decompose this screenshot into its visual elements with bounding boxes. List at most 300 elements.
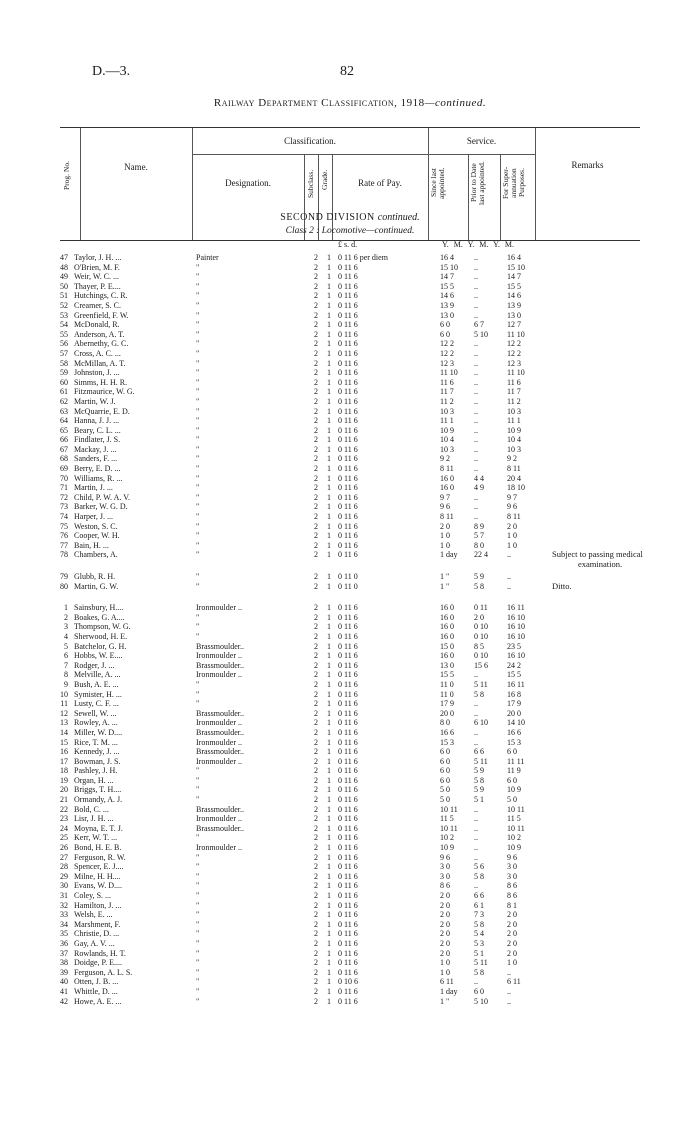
name-cell: Sanders, F. ... [74,454,118,464]
prog-no-cell: 78 [60,550,68,560]
since-last-cell: 1 " [440,996,450,1006]
superannuation-cell: .. [507,550,511,560]
grade-cell: 1 [327,396,331,406]
subclass-cell: 2 [314,958,318,968]
rate-of-pay-cell: 0 11 6 [338,910,358,920]
table-row [0,407,700,417]
table-row [0,445,700,455]
table-row [0,549,700,569]
table-row [0,939,700,949]
superannuation-cell: 16 4 [507,253,521,262]
prog-no-cell: 48 [60,262,68,272]
since-last-cell: 9 2 [440,454,450,464]
designation-cell: " [196,785,200,795]
table-row [0,483,700,493]
table-row [0,291,700,301]
subclass-cell: 2 [314,368,318,378]
prog-no-cell: 59 [60,368,68,378]
prog-no-cell: 1 [64,603,68,613]
superannuation-cell: 1 0 [507,958,517,968]
subclass-cell: 2 [314,727,318,737]
rate-of-pay-cell: 0 11 0 [338,581,358,591]
table-row [0,320,700,330]
grade-cell: 1 [327,492,331,502]
subclass-cell: 2 [314,718,318,728]
name-cell: Hutchings, C. R. [74,291,128,301]
prog-no-cell: 17 [60,756,68,766]
name-cell: Martin, J. ... [74,483,113,493]
since-last-cell: 1 " [440,581,450,591]
prog-no-cell: 68 [60,454,68,464]
prog-no-cell: 70 [60,473,68,483]
grade-cell: 1 [327,785,331,795]
prior-to-cell: 6 0 [474,986,484,996]
rate-of-pay-cell: 0 11 6 [338,938,358,948]
table-row [0,853,700,863]
name-cell: McMillan, A. T. [74,358,126,368]
name-cell: Martin, G. W. [74,581,119,591]
prior-to-cell: .. [474,291,478,301]
rate-of-pay-cell: 0 11 6 [338,512,358,522]
designation-cell: Brassmoulder.. [196,708,244,718]
table-row [0,531,700,541]
prior-to-cell: 8 5 [474,641,484,651]
name-cell: Pashley, J. H. [74,766,118,776]
designation-cell: " [196,531,200,541]
since-last-cell: 11 0 [440,689,454,699]
rate-of-pay-cell: 0 11 6 [338,377,358,387]
name-cell: Milne, H. H.... [74,871,121,881]
name-cell: Sewell, W. ... [74,708,117,718]
grade-cell: 1 [327,310,331,320]
designation-cell: " [196,881,200,891]
superannuation-cell: 18 10 [507,483,525,493]
table-row [0,613,700,623]
rate-of-pay-cell: 0 11 6 [338,948,358,958]
name-cell: Thompson, W. G. [74,622,131,632]
name-cell: Thayer, P. E.... [74,281,121,291]
subclass-cell: 2 [314,641,318,651]
prog-no-cell: 24 [60,823,68,833]
subclass-cell: 2 [314,425,318,435]
superannuation-cell: 12 2 [507,339,521,349]
pay-units: £ s. d. [338,240,358,249]
subclass-cell: 2 [314,483,318,493]
superannuation-cell: 11 9 [507,766,521,776]
since-last-cell: 13 0 [440,660,454,670]
grade-cell: 1 [327,996,331,1006]
grade-cell: 1 [327,291,331,301]
designation-cell: Brassmoulder.. [196,804,244,814]
since-last-cell: 6 0 [440,329,450,339]
prog-no-cell: 69 [60,464,68,474]
grade-cell: 1 [327,708,331,718]
designation-cell: " [196,900,200,910]
grade-cell: 1 [327,766,331,776]
since-last-cell: 15 3 [440,737,454,747]
name-cell: Johnston, J. ... [74,368,120,378]
table-row [0,378,700,388]
subclass-cell: 2 [314,396,318,406]
prog-no-cell: 26 [60,843,68,853]
rate-of-pay-cell: 0 11 6 [338,775,358,785]
subclass-cell: 2 [314,804,318,814]
rate-of-pay-cell: 0 11 6 [338,329,358,339]
remarks-cell: Ditto. [552,580,572,591]
prog-no-cell: 19 [60,775,68,785]
name-cell: Moyna, E. T. J. [74,823,123,833]
prog-no-cell: 23 [60,814,68,824]
superannuation-cell: 11 11 [507,756,525,766]
since-last-cell: 1 day [440,550,458,560]
prior-to-cell: .. [474,262,478,272]
designation-cell: Brassmoulder.. [196,823,244,833]
grade-cell: 1 [327,253,331,262]
superannuation-cell: 2 0 [507,929,517,939]
rate-of-pay-cell: 0 11 6 [338,272,358,282]
designation-cell: " [196,435,200,445]
since-last-cell: 2 0 [440,891,450,900]
subclass-cell: 2 [314,444,318,454]
superannuation-cell: 8 6 [507,881,517,891]
superannuation-cell: 13 0 [507,310,521,320]
prior-to-cell: .. [474,843,478,853]
prog-no-cell: 5 [64,641,68,651]
prog-no-cell: 41 [60,986,68,996]
subclass-cell: 2 [314,464,318,474]
superannuation-cell: 9 7 [507,492,517,502]
rate-of-pay-cell: 0 11 6 [338,814,358,824]
prog-no-cell: 61 [60,387,68,397]
since-last-cell: 13 9 [440,300,454,310]
superannuation-cell: 10 11 [507,823,525,833]
grade-cell: 1 [327,775,331,785]
superannuation-cell: .. [507,581,511,591]
prog-no-cell: 79 [60,572,68,581]
table-row [0,661,700,671]
grade-cell: 1 [327,377,331,387]
table-row [0,747,700,757]
rate-of-pay-cell: 0 11 6 [338,996,358,1006]
prog-no-cell: 40 [60,977,68,987]
since-last-cell: 6 11 [440,977,454,987]
designation-cell: " [196,396,200,406]
superannuation-cell: 2 0 [507,938,517,948]
prog-no-cell: 56 [60,339,68,349]
prior-to-cell: 4 4 [474,473,484,483]
name-cell: Cross, A. C. ... [74,348,121,358]
name-cell: Welsh, E. ... [74,910,113,920]
subclass-cell: 2 [314,910,318,920]
since-last-cell: 2 0 [440,948,450,958]
prior-to-cell: .. [474,272,478,282]
designation-cell: " [196,377,200,387]
rate-of-pay-cell: 0 11 6 [338,785,358,795]
prior-to-cell: .. [474,435,478,445]
name-cell: Kerr, W. T. ... [74,833,118,843]
since-last-cell: 15 0 [440,641,454,651]
subclass-cell: 2 [314,689,318,699]
prog-no-cell: 22 [60,804,68,814]
since-last-cell: 6 0 [440,320,450,330]
grade-cell: 1 [327,929,331,939]
superannuation-cell: 6 11 [507,977,521,987]
designation-cell: " [196,679,200,689]
prog-no-cell: 18 [60,766,68,776]
grade-cell: 1 [327,881,331,891]
designation-cell: " [196,281,200,291]
division-suffix: continued. [377,212,420,223]
rate-of-pay-cell: 0 11 6 [338,900,358,910]
grade-cell: 1 [327,444,331,454]
superannuation-cell: 15 3 [507,737,521,747]
table-row [0,757,700,767]
table-row [0,690,700,700]
superannuation-cell: 10 9 [507,785,521,795]
name-cell: Fitzmaurice, W. G. [74,387,135,397]
grade-cell: 1 [327,406,331,416]
prior-to-cell: 6 6 [474,747,484,757]
since-last-cell: 2 0 [440,929,450,939]
section-heading [0,212,700,223]
since-last-cell: 11 1 [440,416,454,426]
grade-cell: 1 [327,631,331,641]
grade-cell: 1 [327,521,331,531]
prog-no-cell: 32 [60,900,68,910]
superannuation-cell: 8 11 [507,464,521,474]
since-last-cell: 10 11 [440,823,458,833]
grade-cell: 1 [327,603,331,613]
subclass-cell: 2 [314,996,318,1006]
designation-cell: " [196,425,200,435]
running-title-main: Railway Department Classification, 1918 [213,97,425,109]
rate-of-pay-cell: 0 11 6 [338,660,358,670]
subclass-cell: 2 [314,756,318,766]
prior-to-cell: .. [474,368,478,378]
since-last-cell: 5 0 [440,795,450,805]
grade-cell: 1 [327,464,331,474]
table-row [0,387,700,397]
rate-of-pay-cell: 0 11 6 [338,843,358,853]
grade-cell: 1 [327,862,331,872]
subclass-cell: 2 [314,852,318,862]
designation-cell: " [196,919,200,929]
prior-to-cell: 5 11 [474,679,488,689]
subclass-cell: 2 [314,310,318,320]
rate-of-pay-cell: 0 11 6 [338,444,358,454]
prior-to-cell: .. [474,502,478,512]
since-last-cell: 8 0 [440,718,450,728]
subclass-cell: 2 [314,670,318,680]
table-row [0,862,700,872]
table-row [0,920,700,930]
rate-of-pay-cell: 0 11 6 [338,521,358,531]
superannuation-cell: 6 0 [507,747,517,757]
subclass-cell: 2 [314,660,318,670]
since-last-cell: 16 0 [440,612,454,622]
prior-to-cell: 5 1 [474,948,484,958]
name-cell: Rowlands, H. T. [74,948,126,958]
subclass-cell: 2 [314,977,318,987]
superannuation-cell: .. [507,572,511,581]
rate-of-pay-cell: 0 11 6 [338,699,358,709]
subclass-cell: 2 [314,708,318,718]
prog-no-cell: 77 [60,540,68,550]
table-header [60,127,640,241]
grade-cell: 1 [327,727,331,737]
page-number: 82 [340,64,354,79]
prior-to-cell: 5 3 [474,938,484,948]
prior-to-cell: .. [474,253,478,262]
subclass-cell: 2 [314,929,318,939]
since-last-cell: 1 0 [440,967,450,977]
grade-cell: 1 [327,320,331,330]
rate-of-pay-cell: 0 11 6 [338,756,358,766]
subclass-cell: 2 [314,948,318,958]
rate-of-pay-cell: 0 11 6 [338,550,358,560]
rate-of-pay-cell: 0 11 6 [338,929,358,939]
designation-cell: " [196,406,200,416]
designation-cell: " [196,977,200,987]
subclass-cell: 2 [314,281,318,291]
rate-of-pay-cell: 0 11 6 [338,368,358,378]
table-row [0,680,700,690]
grade-cell: 1 [327,300,331,310]
table-row [0,651,700,661]
designation-cell: " [196,291,200,301]
since-last-cell: 12 2 [440,348,454,358]
prior-to-cell: .. [474,977,478,987]
prior-to-cell: 0 10 [474,622,488,632]
prior-to-cell: 5 8 [474,919,484,929]
superannuation-cell: 10 3 [507,406,521,416]
superannuation-cell: 12 7 [507,320,521,330]
rate-of-pay-cell: 0 11 6 [338,300,358,310]
prog-no-cell: 34 [60,919,68,929]
superannuation-cell: 12 3 [507,358,521,368]
grade-cell: 1 [327,699,331,709]
name-cell: Hamilton, J. ... [74,900,122,910]
since-last-cell: 16 0 [440,622,454,632]
designation-cell: Painter [196,253,219,262]
designation-cell: " [196,416,200,426]
superannuation-cell: 3 0 [507,862,517,872]
designation-cell: " [196,310,200,320]
since-last-cell: 3 0 [440,871,450,881]
table-row [0,718,700,728]
prior-to-cell: .. [474,492,478,502]
subclass-cell: 2 [314,737,318,747]
rate-of-pay-cell: 0 11 6 [338,833,358,843]
prog-no-cell: 60 [60,377,68,387]
grade-cell: 1 [327,281,331,291]
since-last-cell: 17 9 [440,699,454,709]
name-cell: Otten, J. B. ... [74,977,119,987]
subclass-cell: 2 [314,540,318,550]
designation-cell: " [196,512,200,522]
since-last-cell: 9 6 [440,852,450,862]
prog-no-cell: 14 [60,727,68,737]
designation-cell: " [196,862,200,872]
grade-cell: 1 [327,368,331,378]
name-cell: Bush, A. E. ... [74,679,119,689]
since-last-cell: 9 7 [440,492,450,502]
subclass-cell: 2 [314,512,318,522]
superannuation-cell: 2 0 [507,521,517,531]
subclass-cell: 2 [314,300,318,310]
subclass-cell: 2 [314,406,318,416]
superannuation-cell: 15 10 [507,262,525,272]
name-cell: Chambers, A. [74,550,118,560]
prior-to-cell: .. [474,387,478,397]
subclass-cell: 2 [314,795,318,805]
prior-to-cell: 0 10 [474,631,488,641]
since-last-cell: 12 2 [440,339,454,349]
designation-cell: " [196,521,200,531]
designation-cell: " [196,572,200,581]
grade-cell: 1 [327,871,331,881]
grade-cell: 1 [327,641,331,651]
subclass-cell: 2 [314,843,318,853]
rate-of-pay-cell: 0 11 6 [338,540,358,550]
table-row [0,891,700,901]
grade-cell: 1 [327,262,331,272]
superannuation-cell: 10 2 [507,833,521,843]
grade-cell: 1 [327,900,331,910]
grade-cell: 1 [327,718,331,728]
prior-to-cell: 5 8 [474,775,484,785]
subclass-cell: 2 [314,603,318,613]
since-last-cell: 8 6 [440,881,450,891]
designation-cell: " [196,948,200,958]
designation-cell: " [196,967,200,977]
rate-of-pay-cell: 0 11 6 [338,986,358,996]
name-cell: Spencer, E. J.... [74,862,124,872]
subclass-cell: 2 [314,348,318,358]
superannuation-cell: 16 10 [507,651,525,661]
prior-to-cell: 5 7 [474,531,484,541]
designation-cell: " [196,910,200,920]
table-row [0,301,700,311]
grade-cell: 1 [327,540,331,550]
prog-no-cell: 37 [60,948,68,958]
prior-to-cell: .. [474,396,478,406]
designation-cell: Ironmoulder .. [196,843,242,853]
superannuation-cell: 5 0 [507,795,517,805]
prior-to-cell: 0 11 [474,603,488,613]
designation-cell: Brassmoulder.. [196,641,244,651]
since-last-cell: 6 0 [440,747,450,757]
name-cell: Mackay, J. ... [74,444,117,454]
designation-cell: Ironmoulder .. [196,670,242,680]
prog-no-cell: 16 [60,747,68,757]
rate-of-pay-cell: 0 11 6 [338,919,358,929]
subclass-cell: 2 [314,320,318,330]
prog-no-cell: 28 [60,862,68,872]
designation-cell: " [196,329,200,339]
superannuation-cell: 11 10 [507,368,525,378]
table-row [0,493,700,503]
superannuation-cell: 11 7 [507,387,521,397]
table-row [0,263,700,273]
name-cell: Rice, T. M. ... [74,737,118,747]
subclass-cell: 2 [314,747,318,757]
prior-to-cell: 5 10 [474,996,488,1006]
table-row [0,910,700,920]
superannuation-cell: 14 7 [507,272,521,282]
table-row [0,330,700,340]
name-cell: Sainsbury, H.... [74,603,124,613]
